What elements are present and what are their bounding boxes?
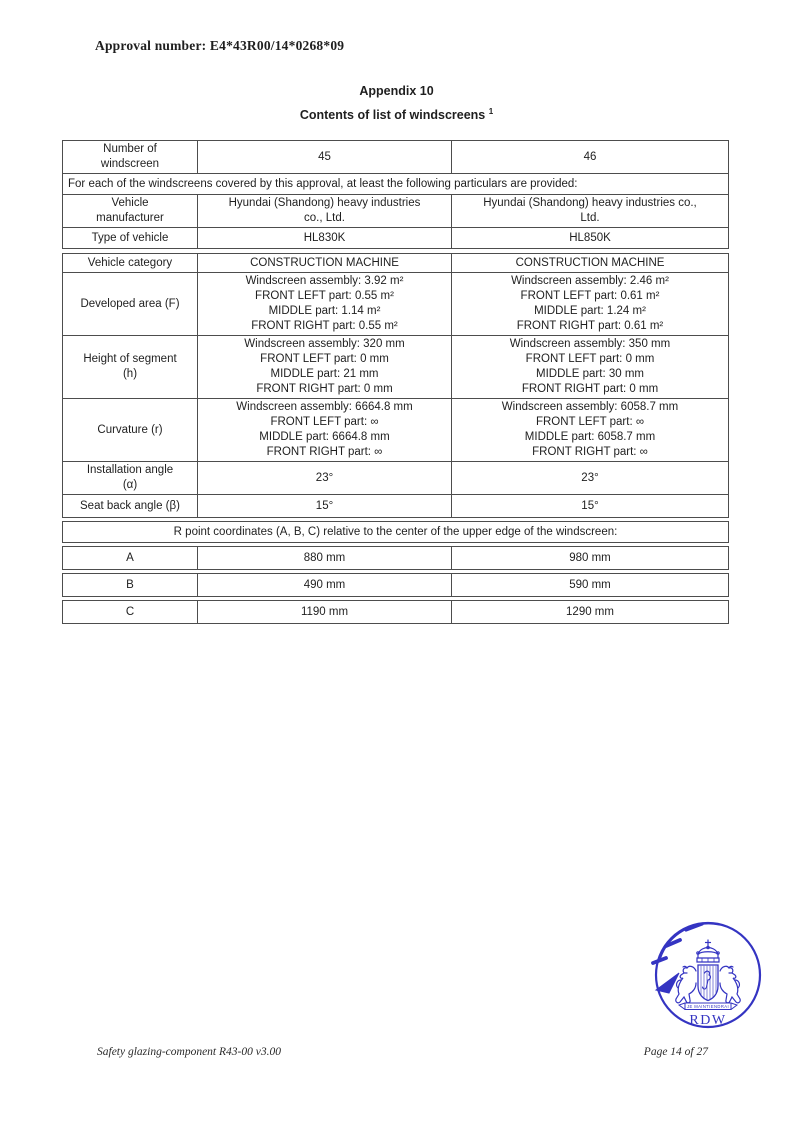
- developed-area-ws45: Windscreen assembly: 3.92 m² FRONT LEFT part: 0.55 m² MIDDLE part: 1.14 m² FRONT RIGHT part: 0.55 m²: [197, 273, 451, 335]
- approval-number-value: E4*43R00/14*0268*09: [209, 38, 345, 53]
- approval-number-line: [95, 38, 344, 54]
- stamp-motto-text: JE MAINTIENDRAI: [686, 1004, 730, 1010]
- installation-angle-ws45: 23°: [197, 462, 451, 494]
- category-ws46: CONSTRUCTION MACHINE: [451, 254, 728, 272]
- row-label: Developed area (F): [80, 297, 180, 310]
- row-label: Vehicle manufacturer: [96, 197, 164, 224]
- table-row-number-of-windscreen: [63, 141, 728, 173]
- table-row-curvature: [63, 398, 728, 461]
- r-point-note-text: R point coordinates (A, B, C) relative to the center of the upper edge of the windscreen:: [173, 525, 618, 538]
- appendix-title: Appendix 10: [359, 84, 434, 98]
- curvature-ws46: Windscreen assembly: 6058.7 mm FRONT LEFT part: ∞ MIDDLE part: 6058.7 mm FRONT RIGHT part: ∞: [451, 399, 728, 461]
- table-note-text: For each of the windscreens covered by this approval, at least the following particulars are provided:: [68, 177, 578, 190]
- table-row-seat-back-angle: [63, 494, 728, 517]
- coordinate-b-ws45: 490 mm: [197, 574, 451, 596]
- contents-title: [0, 107, 793, 122]
- table-row-coordinate-b: [63, 574, 728, 596]
- category-ws45: CONSTRUCTION MACHINE: [197, 254, 451, 272]
- lion-left-icon: [676, 966, 696, 1002]
- segment-height-ws46: Windscreen assembly: 350 mm FRONT LEFT part: 0 mm MIDDLE part: 30 mm FRONT RIGHT part: 0 mm: [451, 336, 728, 398]
- windscreen-46-number: 46: [451, 141, 728, 173]
- table-row-coordinate-c: [63, 601, 728, 623]
- manufacturer-ws45: Hyundai (Shandong) heavy industries co., Ltd.: [197, 195, 451, 227]
- table-row-type-of-vehicle: [63, 227, 728, 248]
- row-label: Height of segment (h): [83, 353, 177, 380]
- table-row-vehicle-manufacturer: [63, 194, 728, 227]
- coordinate-a-ws46: 980 mm: [451, 547, 728, 569]
- row-label: Number of windscreen: [100, 143, 160, 170]
- coordinate-a-ws45: 880 mm: [197, 547, 451, 569]
- windscreen-table: [62, 140, 729, 624]
- footnote-superscript: 1: [488, 107, 494, 116]
- table-block-particulars: [62, 253, 729, 518]
- table-block-coord-a: [62, 546, 729, 570]
- row-label: A: [126, 551, 134, 564]
- table-row-vehicle-category: [63, 254, 728, 272]
- row-label: Vehicle category: [87, 256, 173, 269]
- coordinate-b-ws46: 590 mm: [451, 574, 728, 596]
- table-row-installation-angle: [63, 461, 728, 494]
- footer-page-number: Page 14 of 27: [643, 1046, 708, 1058]
- stamp-rdw-text: RDW: [689, 1013, 727, 1028]
- document-titles: [0, 84, 793, 122]
- row-label: C: [125, 605, 135, 618]
- seat-back-angle-ws46: 15°: [451, 495, 728, 517]
- footer-document-version: Safety glazing-component R43-00 v3.00: [97, 1046, 281, 1058]
- seat-back-angle-ws45: 15°: [197, 495, 451, 517]
- curvature-ws45: Windscreen assembly: 6664.8 mm FRONT LEFT part: ∞ MIDDLE part: 6664.8 mm FRONT RIGHT part: ∞: [197, 399, 451, 461]
- row-label: B: [126, 578, 134, 591]
- table-row-developed-area: [63, 272, 728, 335]
- table-row-coordinate-a: [63, 547, 728, 569]
- row-label: Curvature (r): [97, 423, 163, 436]
- vehicle-type-ws45: HL830K: [197, 228, 451, 248]
- segment-height-ws45: Windscreen assembly: 320 mm FRONT LEFT part: 0 mm MIDDLE part: 21 mm FRONT RIGHT part: 0 mm: [197, 336, 451, 398]
- coordinate-c-ws46: 1290 mm: [451, 601, 728, 623]
- row-label: Seat back angle (β): [80, 499, 180, 512]
- table-block-coord-c: [62, 600, 729, 624]
- rdw-stamp-graphic: [648, 916, 764, 1034]
- developed-area-ws46: Windscreen assembly: 2.46 m² FRONT LEFT part: 0.61 m² MIDDLE part: 1.24 m² FRONT RIGHT part: 0.61 m²: [451, 273, 728, 335]
- row-label: Installation angle (α): [86, 464, 174, 491]
- approval-number-label: Approval number:: [95, 38, 207, 53]
- stamp-wedge: [656, 973, 679, 993]
- row-label: Type of vehicle: [91, 231, 169, 244]
- table-row-r-point-note: [63, 522, 728, 542]
- rdw-stamp: [648, 916, 764, 1034]
- table-block-coord-b: [62, 573, 729, 597]
- stamp-circle: [656, 923, 760, 1027]
- manufacturer-ws46: Hyundai (Shandong) heavy industries co., Ltd.: [451, 195, 728, 227]
- crown-icon: [697, 940, 719, 962]
- lion-right-icon: [720, 966, 740, 1002]
- table-block-identity: [62, 140, 729, 249]
- vehicle-type-ws46: HL850K: [451, 228, 728, 248]
- coordinate-c-ws45: 1190 mm: [197, 601, 451, 623]
- windscreen-45-number: 45: [197, 141, 451, 173]
- table-row-note: [63, 173, 728, 194]
- stamp-dash-3: [653, 958, 666, 963]
- shield-icon: [698, 965, 718, 1001]
- table-block-r-point-note: [62, 521, 729, 543]
- table-row-height-of-segment: [63, 335, 728, 398]
- installation-angle-ws46: 23°: [451, 462, 728, 494]
- contents-title-text: Contents of list of windscreens: [299, 108, 486, 123]
